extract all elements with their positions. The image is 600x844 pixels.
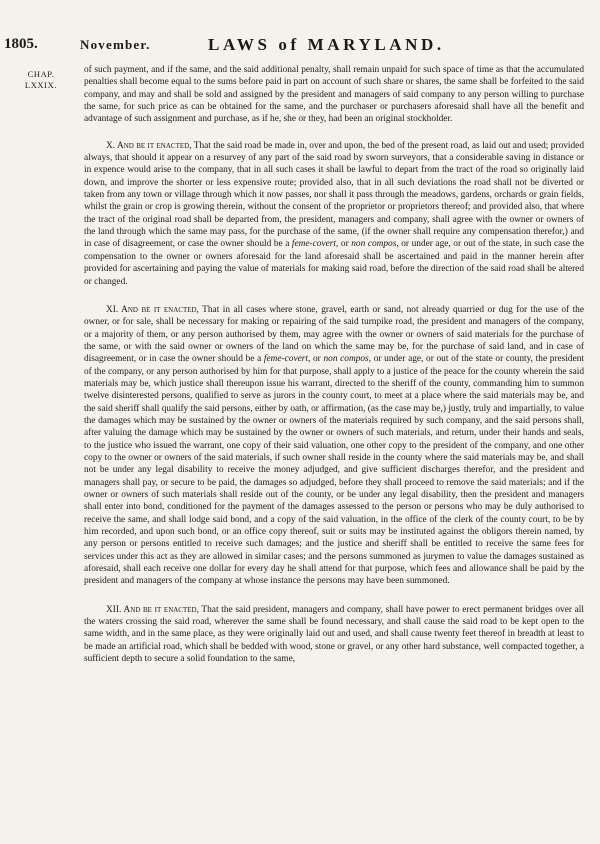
chapter-number: LXXIX. [24,80,58,90]
section-italic: non compos, [351,239,399,250]
section-lead: XII. And be it enacted, [106,604,199,615]
chapter-margin-note [6,69,76,91]
section-lead: XI. And be it enacted, [106,304,199,315]
section-italic: feme-covert, [291,239,339,250]
paragraph-text: of such payment, and if the same, and the said additional penalty, shall remain unpaid for such space of time as that the accumulated penalties shall become equal to the sums before paid in part on account of such share or shares, the same shall be forfeited to the said company, and may and shall be sold and assigned by the president and managers of said company to any person willing to purchase the same, for such price as can be obtained for the same, and the purchaser or purchasers aforesaid shall have all the benefit and advantage of such assignment and purchase, as if he, she or they, had been an original stockholder. [84,65,584,125]
section-text-mid: or [310,354,324,365]
section-lead: X. And be it enacted, [106,140,192,151]
page-header [4,36,596,54]
paragraph-continuation [84,64,584,126]
page-body [84,64,584,665]
section-text-tail: or under age, or out of the state or county, the president of the company, or any person authorised by him for that purpose, shall apply to a justice of the peace for the county wherein the said materials may be, which justice shall thereupon issue his warrant, directed to the sheriff of the county, commanding him to summon twelve disinterested persons, qualified to serve as jurors in the county court, to meet at a place where the said materials may be, and the said sheriff shall qualify the said persons, either by oath, or affirmation, (as the case may be,) justly, truly and impartially, to value the damages which may be sustained by the owner or owners of the materials required by such company, and the said persons shall, after valuing the damage which may be sustained by the owner or owners of such materials, and return, under their hands and seals, to the justice who issued the warrant, one copy of their said valuation, one other copy to the president of the company, and one other copy to the owner or owners of the said materials, if such owner shall reside in the county where the said materials may be, and shall not be under any legal disability to receive the money adjudged, and give sufficient discharges therefor, and the president and managers shall pay, or secure to be paid, the damages so adjudged, before they shall proceed to remove the said materials; and if the owner or owners of such materials shall reside out of the county, or be under any legal disability, then the president and managers shall enter into bond, conditioned for the payment of the damages assessed to the person or persons who may be duly authorised to receive the same, and shall lodge said bond, and a copy of the said valuation, in the office of the clerk of the county court, to be by him recorded, and upon such bond, or an office copy thereof, suit or suits may be instituted against the obligors therein named, by any person or persons entitled to receive such damages; and the justice and sheriff shall be entitled to receive the same fees for services under this act as they are allowed in similar cases; and the persons summoned as jurymen to value the damages sustained as aforesaid, shall each receive one dollar for every day he shall attend for that purpose, which fees and allowance shall be paid by the president and managers of the company at whose instance the persons may have been summoned. [84,354,585,587]
section-italic: feme-covert, [263,354,311,365]
section-italic: non compos, [323,354,372,365]
section-text: That in all cases where stone, gravel, earth or sand, not already quarried or dug for the use of the owner, or for sale, shall be necessary for making or repairing of the said turnpike road, the president and managers of the company, or a majority of them, or any person authorised by them, may agree with the owner or owners of said materials for the purchase of the same, or with the said owner or owners of the land on which the same may be, for the purchase of said land, and in case of disagreement, or in case the owner should be a [84,304,584,365]
section-xii [84,604,584,666]
section-text-tail: or under age, or out of the state, in such case the compensation to the owner or owners aforesaid for the land aforesaid shall be ascertained and paid in the manner herein after provided for ascertaining and paying the value of materials for making said road, before the direction of the said road shall be altered or changed. [84,239,584,287]
section-x [84,140,584,288]
section-text: That the said president, managers and company, shall have power to erect permanent bridges over all the waters crossing the said road, wherever the same shall be found necessary, and shall cause the said road to be kept open to the same width, and in the same place, as they were originally laid out and used, and shall cause twenty feet thereof in breadth at least to be made an artificial road, which shall be bedded with wood, stone or gravel, or any other hard substance, well compacted together, a sufficient depth to secure a solid foundation to the same, [84,604,584,665]
running-title: LAWS of MARYLAND. [208,35,445,54]
page-month: November. [80,37,151,52]
page-year: 1805. [4,36,38,52]
section-xi [84,304,584,588]
section-text-mid: or [338,239,352,250]
section-text: That the said road be made in, over and upon, the bed of the present road, as laid out and used; provided always, that should it appear on a resurvey of any part of the said road by sworn surveyors, that a considerable saving in distance or in expence would arise to the company, that in all such cases it shall be lawful to depart from the tract of the road so originally laid down, and improve the shorter or less expensive route; provided also, that in all such deviations the road shall not be diverted or taken from any town or village through which it now passes, nor shall it pass through the meadows, gardens, orchards or grain fields, whilst the grain or crop is growing therein, without the consent of the proprietor or proprietors thereof; and provided also, that where the tract of the original road shall be departed from, the president, managers and company, shall agree with the owner or owners of the land through which the same may pass, for the purchase of the same, (if the owner shall require any compensation therefor,) and in case of disagreement, or case the owner should be a [84,140,585,250]
chapter-label: CHAP. [27,69,55,79]
